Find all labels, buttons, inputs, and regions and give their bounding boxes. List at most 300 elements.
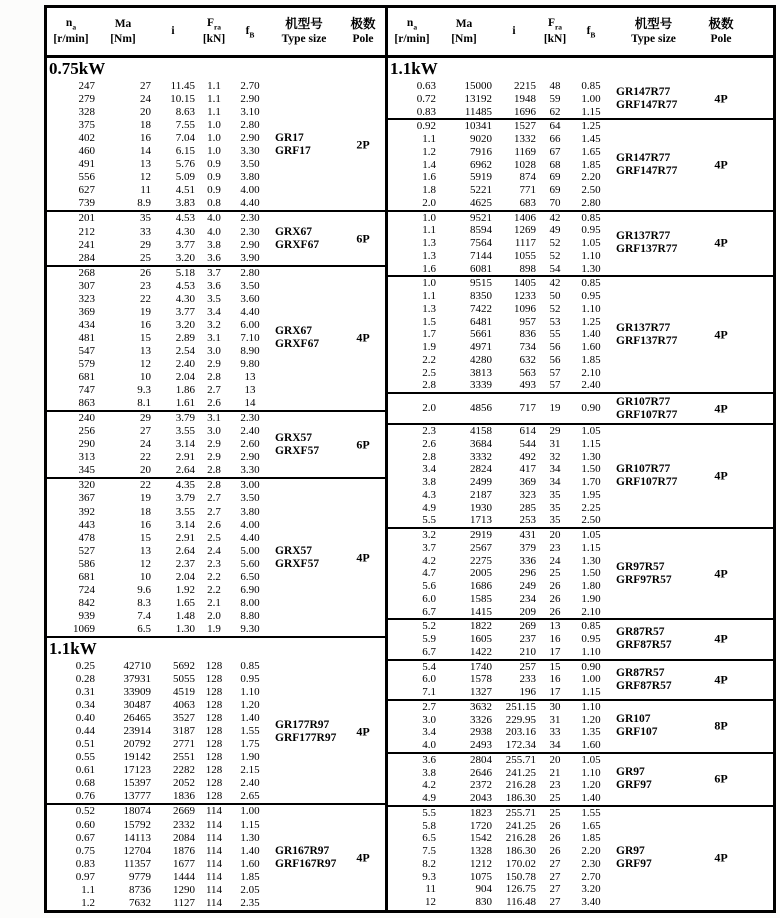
column-header-main: $F_{ra}$ bbox=[547, 17, 563, 32]
cell-value: 7632 bbox=[129, 896, 151, 909]
type-size-label bbox=[616, 561, 672, 587]
cell-value: 241.25 bbox=[505, 819, 536, 832]
cell-value: 1.85 bbox=[240, 870, 260, 883]
type-size-line: GRF107R77 bbox=[616, 408, 678, 421]
cell-value: 196 bbox=[519, 686, 536, 698]
cell-value: 114 bbox=[205, 896, 223, 909]
cell-value: 3.0 bbox=[207, 344, 221, 357]
table-row bbox=[388, 754, 773, 767]
cell-value: 3.79 bbox=[175, 412, 195, 425]
cell-value: 2669 bbox=[173, 805, 195, 818]
cell-value: 6.7 bbox=[422, 645, 436, 658]
cell-value: 547 bbox=[78, 344, 95, 357]
cell-value: 3.6 bbox=[207, 251, 221, 264]
table-row bbox=[47, 397, 385, 410]
table-row bbox=[47, 184, 385, 197]
cell-value: 1233 bbox=[514, 290, 536, 302]
cell-value: 7564 bbox=[470, 237, 492, 249]
cell-value: 443 bbox=[78, 518, 95, 531]
type-size-label bbox=[616, 766, 652, 792]
cell-value: 1.40 bbox=[581, 328, 601, 341]
cell-value: 15 bbox=[549, 660, 561, 673]
row-group bbox=[388, 620, 773, 660]
cell-value: 128 bbox=[205, 712, 223, 725]
cell-value: 2.25 bbox=[581, 501, 601, 514]
cell-value: 24 bbox=[549, 554, 561, 567]
cell-value: 3.6 bbox=[207, 279, 221, 292]
type-size-line: GRF137R77 bbox=[616, 334, 678, 347]
table-row bbox=[47, 699, 385, 712]
cell-value: 0.44 bbox=[75, 725, 95, 738]
cell-value: 0.92 bbox=[416, 120, 436, 133]
cell-value: 2771 bbox=[173, 738, 195, 751]
table-row bbox=[388, 290, 773, 303]
table-row bbox=[47, 479, 385, 492]
table-row bbox=[47, 777, 385, 790]
cell-value: 10341 bbox=[464, 120, 492, 133]
column-header bbox=[151, 8, 195, 55]
cell-value: 4.2 bbox=[422, 779, 436, 792]
type-size-line: GR97 bbox=[616, 766, 645, 779]
column-header-main: $n_a$ bbox=[65, 17, 77, 32]
cell-value: 13 bbox=[244, 371, 256, 384]
pole-label: 2P bbox=[356, 137, 370, 152]
cell-value: 1605 bbox=[470, 633, 492, 645]
type-size-line: GRF167R97 bbox=[275, 857, 337, 870]
cell-value: 6.00 bbox=[240, 318, 260, 331]
cell-value: 4.7 bbox=[422, 567, 436, 580]
cell-value: 2.30 bbox=[581, 857, 601, 870]
cell-value: 2.9 bbox=[207, 451, 221, 464]
cell-value: 1332 bbox=[514, 133, 536, 145]
cell-value: 0.55 bbox=[75, 751, 95, 764]
pole-label: 4P bbox=[356, 850, 370, 865]
cell-value: 1.60 bbox=[240, 857, 260, 870]
cell-value: 431 bbox=[519, 529, 536, 541]
cell-value: 26465 bbox=[123, 712, 151, 725]
cell-value: 6.50 bbox=[240, 570, 260, 583]
table-row bbox=[388, 832, 773, 845]
cell-value: 2.5 bbox=[422, 366, 436, 379]
cell-value: 8.00 bbox=[240, 596, 260, 609]
cell-value: 216.28 bbox=[505, 779, 536, 792]
cell-value: 114 bbox=[205, 805, 223, 818]
table-row bbox=[47, 252, 385, 265]
cell-value: 1876 bbox=[173, 844, 195, 857]
column-header-main: Ma bbox=[455, 18, 473, 31]
type-size-label bbox=[275, 132, 311, 158]
cell-value: 1.6 bbox=[422, 171, 436, 184]
cell-value: 556 bbox=[78, 171, 95, 184]
cell-value: 33909 bbox=[123, 686, 151, 699]
cell-value: 0.40 bbox=[75, 712, 95, 725]
cell-value: 13192 bbox=[464, 92, 492, 105]
cell-value: 9515 bbox=[470, 277, 492, 290]
cell-value: 1.05 bbox=[581, 529, 601, 541]
cell-value: 2.0 bbox=[422, 196, 436, 209]
cell-value: 67 bbox=[549, 145, 561, 158]
cell-value: 1.95 bbox=[581, 488, 601, 501]
cell-value: 1.5 bbox=[422, 315, 436, 328]
cell-value: 4063 bbox=[173, 699, 195, 712]
cell-value: 70 bbox=[549, 196, 561, 209]
cell-value: 57 bbox=[549, 366, 561, 379]
cell-value: 1.85 bbox=[581, 158, 601, 171]
cell-value: 9.3 bbox=[422, 870, 436, 883]
cell-value: 3187 bbox=[173, 725, 195, 738]
column-header-main: 机型号 bbox=[634, 16, 673, 31]
type-size-line: GR147R77 bbox=[616, 151, 671, 164]
cell-value: 34 bbox=[549, 463, 561, 476]
cell-value: 27 bbox=[140, 80, 151, 92]
cell-value: 5.5 bbox=[422, 806, 436, 819]
type-size-line: GR167R97 bbox=[275, 844, 330, 857]
row-group bbox=[388, 425, 773, 529]
pole-label: 4P bbox=[714, 235, 728, 250]
type-size-line: GRX57 bbox=[275, 544, 313, 557]
type-size-label bbox=[616, 86, 677, 112]
table-row bbox=[47, 197, 385, 210]
cell-value: 1.15 bbox=[240, 818, 260, 831]
table-row bbox=[388, 792, 773, 805]
cell-value: 12 bbox=[425, 896, 436, 908]
cell-value: 734 bbox=[519, 341, 536, 353]
table-row bbox=[47, 106, 385, 119]
cell-value: 6.5 bbox=[422, 832, 436, 845]
cell-value: 16 bbox=[140, 132, 151, 145]
cell-value: 237 bbox=[519, 633, 536, 645]
cell-value: 1.10 bbox=[581, 645, 601, 658]
table-row bbox=[47, 267, 385, 280]
column-header-main: 极数 bbox=[350, 16, 376, 31]
cell-value: 14 bbox=[140, 145, 151, 158]
type-size-line: GRF107 bbox=[616, 726, 658, 739]
cell-value: 2.90 bbox=[240, 93, 260, 106]
cell-value: 1327 bbox=[470, 686, 492, 698]
cell-value: 1.25 bbox=[581, 315, 601, 328]
cell-value: 11.45 bbox=[170, 80, 195, 92]
column-header bbox=[492, 8, 536, 55]
cell-value: 234 bbox=[519, 592, 536, 605]
cell-value: 23 bbox=[549, 541, 561, 554]
column-header-subscript: ra bbox=[554, 22, 563, 32]
cell-value: 116.48 bbox=[506, 896, 536, 908]
cell-value: 2.40 bbox=[581, 379, 601, 392]
cell-value: 23 bbox=[549, 779, 561, 792]
type-size-line: GRF97R57 bbox=[616, 573, 672, 586]
pole-label: 4P bbox=[356, 330, 370, 345]
type-size-label bbox=[275, 545, 319, 571]
cell-value: 2.2 bbox=[207, 583, 221, 596]
table-row bbox=[47, 332, 385, 345]
cell-value: 52 bbox=[549, 237, 561, 249]
cell-value: 2.54 bbox=[175, 344, 195, 357]
type-size-line: GRF137R77 bbox=[616, 243, 678, 256]
type-size-line: GR177R97 bbox=[275, 718, 330, 731]
cell-value: 241.25 bbox=[505, 766, 536, 779]
cell-value: 27 bbox=[140, 425, 151, 438]
cell-value: 3527 bbox=[173, 712, 195, 725]
cell-value: 1.10 bbox=[240, 686, 260, 699]
cell-value: 3.7 bbox=[207, 266, 221, 279]
cell-value: 2.40 bbox=[240, 425, 260, 438]
table-row bbox=[47, 412, 385, 425]
cell-value: 2.89 bbox=[175, 331, 195, 344]
pole-label: 6P bbox=[714, 771, 728, 786]
row-group bbox=[388, 80, 773, 120]
cell-value: 3.79 bbox=[175, 492, 195, 505]
cell-value: 128 bbox=[205, 725, 223, 738]
cell-value: 48 bbox=[549, 80, 561, 92]
cell-value: 1.25 bbox=[581, 120, 601, 133]
cell-value: 4.0 bbox=[422, 739, 436, 751]
cell-value: 2.4 bbox=[207, 544, 221, 557]
cell-value: 42 bbox=[549, 277, 561, 290]
cell-value: 2.90 bbox=[240, 451, 260, 464]
table-row bbox=[47, 425, 385, 438]
type-size-label bbox=[616, 463, 677, 489]
cell-value: 4971 bbox=[470, 341, 492, 353]
cell-value: 9.30 bbox=[240, 622, 260, 635]
cell-value: 2.15 bbox=[240, 764, 260, 777]
cell-value: 1117 bbox=[514, 237, 536, 249]
pole-label: 4P bbox=[714, 850, 728, 865]
cell-value: 128 bbox=[205, 659, 223, 672]
cell-value: 1.05 bbox=[581, 753, 601, 766]
cell-value: 35 bbox=[549, 514, 561, 527]
cell-value: 3.2 bbox=[422, 529, 436, 541]
cell-value: 3339 bbox=[470, 379, 492, 392]
cell-value: 460 bbox=[78, 145, 95, 158]
column-header bbox=[195, 8, 233, 55]
cell-value: 614 bbox=[519, 425, 536, 437]
cell-value: 1527 bbox=[514, 120, 536, 133]
cell-value: 68 bbox=[549, 158, 561, 171]
cell-value: 1.55 bbox=[581, 806, 601, 819]
column-header-subscript: B bbox=[249, 29, 255, 39]
row-group bbox=[47, 80, 385, 212]
table-row bbox=[47, 438, 385, 451]
cell-value: 209 bbox=[519, 605, 536, 618]
cell-value: 1.20 bbox=[581, 779, 601, 792]
cell-value: 2.30 bbox=[240, 212, 260, 225]
cell-value: 7.5 bbox=[422, 845, 436, 857]
pole-label: 4P bbox=[714, 468, 728, 483]
type-size-line: GRF107R77 bbox=[616, 476, 678, 488]
cell-value: 0.90 bbox=[581, 660, 601, 673]
cell-value: 3.8 bbox=[422, 476, 436, 488]
cell-value: 4519 bbox=[173, 686, 195, 699]
table-row bbox=[47, 80, 385, 93]
cell-value: 3.60 bbox=[240, 292, 260, 305]
cell-value: 57 bbox=[549, 379, 561, 392]
cell-value: 1836 bbox=[173, 790, 195, 803]
column-header-unit: Pole bbox=[710, 33, 732, 46]
cell-value: 23 bbox=[140, 279, 151, 292]
cell-value: 2052 bbox=[173, 777, 195, 790]
cell-value: 2372 bbox=[470, 779, 492, 792]
cell-value: 2493 bbox=[470, 739, 492, 751]
cell-value: 4.9 bbox=[422, 792, 436, 804]
table-row bbox=[388, 303, 773, 316]
cell-value: 0.75 bbox=[75, 844, 95, 857]
row-group bbox=[47, 267, 385, 413]
cell-value: 4.40 bbox=[240, 197, 260, 210]
cell-value: 7.10 bbox=[240, 331, 260, 344]
cell-value: 2.04 bbox=[175, 570, 195, 583]
cell-value: 3.10 bbox=[240, 106, 260, 119]
column-header-subscript: a bbox=[413, 22, 418, 32]
cell-value: 2.10 bbox=[581, 605, 601, 618]
cell-value: 0.90 bbox=[581, 402, 601, 415]
table-row bbox=[388, 896, 773, 909]
cell-value: 50 bbox=[549, 290, 561, 302]
cell-value: 12 bbox=[140, 171, 151, 184]
section-title: 0.75kW bbox=[49, 59, 106, 78]
cell-value: 241 bbox=[78, 238, 95, 251]
cell-value: 683 bbox=[519, 196, 536, 209]
column-header-main: 机型号 bbox=[285, 16, 323, 31]
cell-value: 25 bbox=[549, 806, 561, 819]
cell-value: 9779 bbox=[129, 870, 151, 883]
cell-value: 8594 bbox=[470, 224, 492, 237]
type-size-line: GR147R77 bbox=[616, 86, 671, 99]
cell-value: 5.4 bbox=[422, 660, 436, 673]
cell-value: 1.4 bbox=[422, 158, 436, 171]
table-row bbox=[47, 171, 385, 184]
column-header-unit: [kN] bbox=[202, 33, 226, 46]
cell-value: 3.30 bbox=[240, 464, 260, 477]
table-row bbox=[47, 673, 385, 686]
cell-value: 1422 bbox=[470, 645, 492, 658]
cell-value: 2.91 bbox=[175, 451, 195, 464]
cell-value: 904 bbox=[475, 883, 492, 896]
table-row bbox=[388, 542, 773, 555]
cell-value: 4.40 bbox=[240, 531, 260, 544]
cell-value: 172.34 bbox=[505, 739, 536, 751]
cell-value: 128 bbox=[205, 777, 223, 790]
cell-value: 4.0 bbox=[207, 212, 221, 225]
cell-value: 2005 bbox=[470, 567, 492, 580]
cell-value: 1.0 bbox=[422, 277, 436, 290]
cell-value: 3.4 bbox=[422, 463, 436, 476]
cell-value: 4.40 bbox=[240, 305, 260, 318]
table-body bbox=[388, 58, 773, 910]
cell-value: 212 bbox=[78, 225, 95, 238]
cell-value: 2.2 bbox=[422, 353, 436, 366]
table-row bbox=[388, 263, 773, 276]
cell-value: 4.35 bbox=[175, 479, 195, 492]
cell-value: 2.8 bbox=[207, 479, 221, 492]
cell-value: 240 bbox=[78, 412, 95, 425]
table-row bbox=[47, 660, 385, 673]
cell-value: 0.85 bbox=[581, 211, 601, 224]
cell-value: 15 bbox=[140, 531, 151, 544]
row-group bbox=[47, 412, 385, 479]
cell-value: 898 bbox=[519, 262, 536, 275]
cell-value: 64 bbox=[549, 120, 561, 133]
cell-value: 4625 bbox=[470, 196, 492, 209]
cell-value: 1069 bbox=[73, 622, 95, 635]
cell-value: 1212 bbox=[470, 857, 492, 870]
cell-value: 5.18 bbox=[175, 266, 195, 279]
cell-value: 586 bbox=[78, 557, 95, 570]
cell-value: 2.70 bbox=[240, 80, 260, 92]
cell-value: 114 bbox=[205, 844, 223, 857]
cell-value: 4.30 bbox=[175, 292, 195, 305]
cell-value: 3684 bbox=[470, 437, 492, 450]
cell-value: 26 bbox=[549, 580, 561, 592]
cell-value: 27 bbox=[549, 870, 561, 883]
cell-value: 10 bbox=[140, 371, 151, 384]
column-header bbox=[608, 8, 699, 55]
cell-value: 1.65 bbox=[581, 819, 601, 832]
section-title: 1.1kW bbox=[49, 638, 97, 658]
type-size-line: GR17 bbox=[275, 132, 304, 145]
cell-value: 2.90 bbox=[240, 238, 260, 251]
cell-value: 2.80 bbox=[240, 119, 260, 132]
cell-value: 627 bbox=[78, 184, 95, 197]
cell-value: 25 bbox=[140, 251, 151, 264]
cell-value: 18 bbox=[140, 119, 151, 132]
cell-value: 24 bbox=[140, 93, 151, 106]
cell-value: 69 bbox=[549, 171, 561, 184]
cell-value: 1.30 bbox=[581, 554, 601, 567]
table-row bbox=[388, 367, 773, 380]
column-header-main: $F_{ra}$ bbox=[206, 17, 222, 32]
cell-value: 290 bbox=[78, 438, 95, 451]
cell-value: 279 bbox=[78, 93, 95, 106]
cell-value: 56 bbox=[549, 341, 561, 353]
column-header-unit: [r/min] bbox=[394, 33, 430, 46]
cell-value: 0.85 bbox=[581, 620, 601, 633]
column-header-unit: Type size bbox=[631, 33, 676, 46]
cell-value: 1930 bbox=[470, 501, 492, 514]
cell-value: 1.15 bbox=[581, 437, 601, 450]
pole-label: 4P bbox=[356, 724, 370, 739]
cell-value: 307 bbox=[78, 279, 95, 292]
cell-value: 54 bbox=[549, 262, 561, 275]
cell-value: 2.30 bbox=[240, 225, 260, 238]
pole-label: 4P bbox=[714, 157, 728, 172]
cell-value: 1.86 bbox=[175, 384, 195, 397]
cell-value: 3.0 bbox=[422, 713, 436, 726]
cell-value: 4158 bbox=[470, 425, 492, 437]
cell-value: 2567 bbox=[470, 541, 492, 554]
cell-value: 2.80 bbox=[581, 196, 601, 209]
cell-value: 3.1 bbox=[207, 412, 221, 425]
cell-value: 0.9 bbox=[207, 184, 221, 197]
cell-value: 5.9 bbox=[422, 633, 436, 645]
cell-value: 6081 bbox=[470, 262, 492, 275]
cell-value: 3.8 bbox=[422, 766, 436, 779]
cell-value: 1.00 bbox=[581, 673, 601, 686]
cell-value: 4.00 bbox=[240, 184, 260, 197]
cell-value: 320 bbox=[78, 479, 95, 492]
column-header-main: i bbox=[171, 25, 175, 38]
table-row bbox=[47, 623, 385, 636]
cell-value: 16 bbox=[140, 318, 151, 331]
cell-value: 2.3 bbox=[422, 425, 436, 437]
cell-value: 2.6 bbox=[207, 518, 221, 531]
cell-value: 1585 bbox=[470, 592, 492, 605]
cell-value: 18 bbox=[140, 505, 151, 518]
cell-value: 0.76 bbox=[75, 790, 95, 803]
cell-value: 27 bbox=[549, 857, 561, 870]
cell-value: 1.05 bbox=[581, 425, 601, 437]
cell-value: 20 bbox=[140, 464, 151, 477]
cell-value: 2.04 bbox=[175, 371, 195, 384]
